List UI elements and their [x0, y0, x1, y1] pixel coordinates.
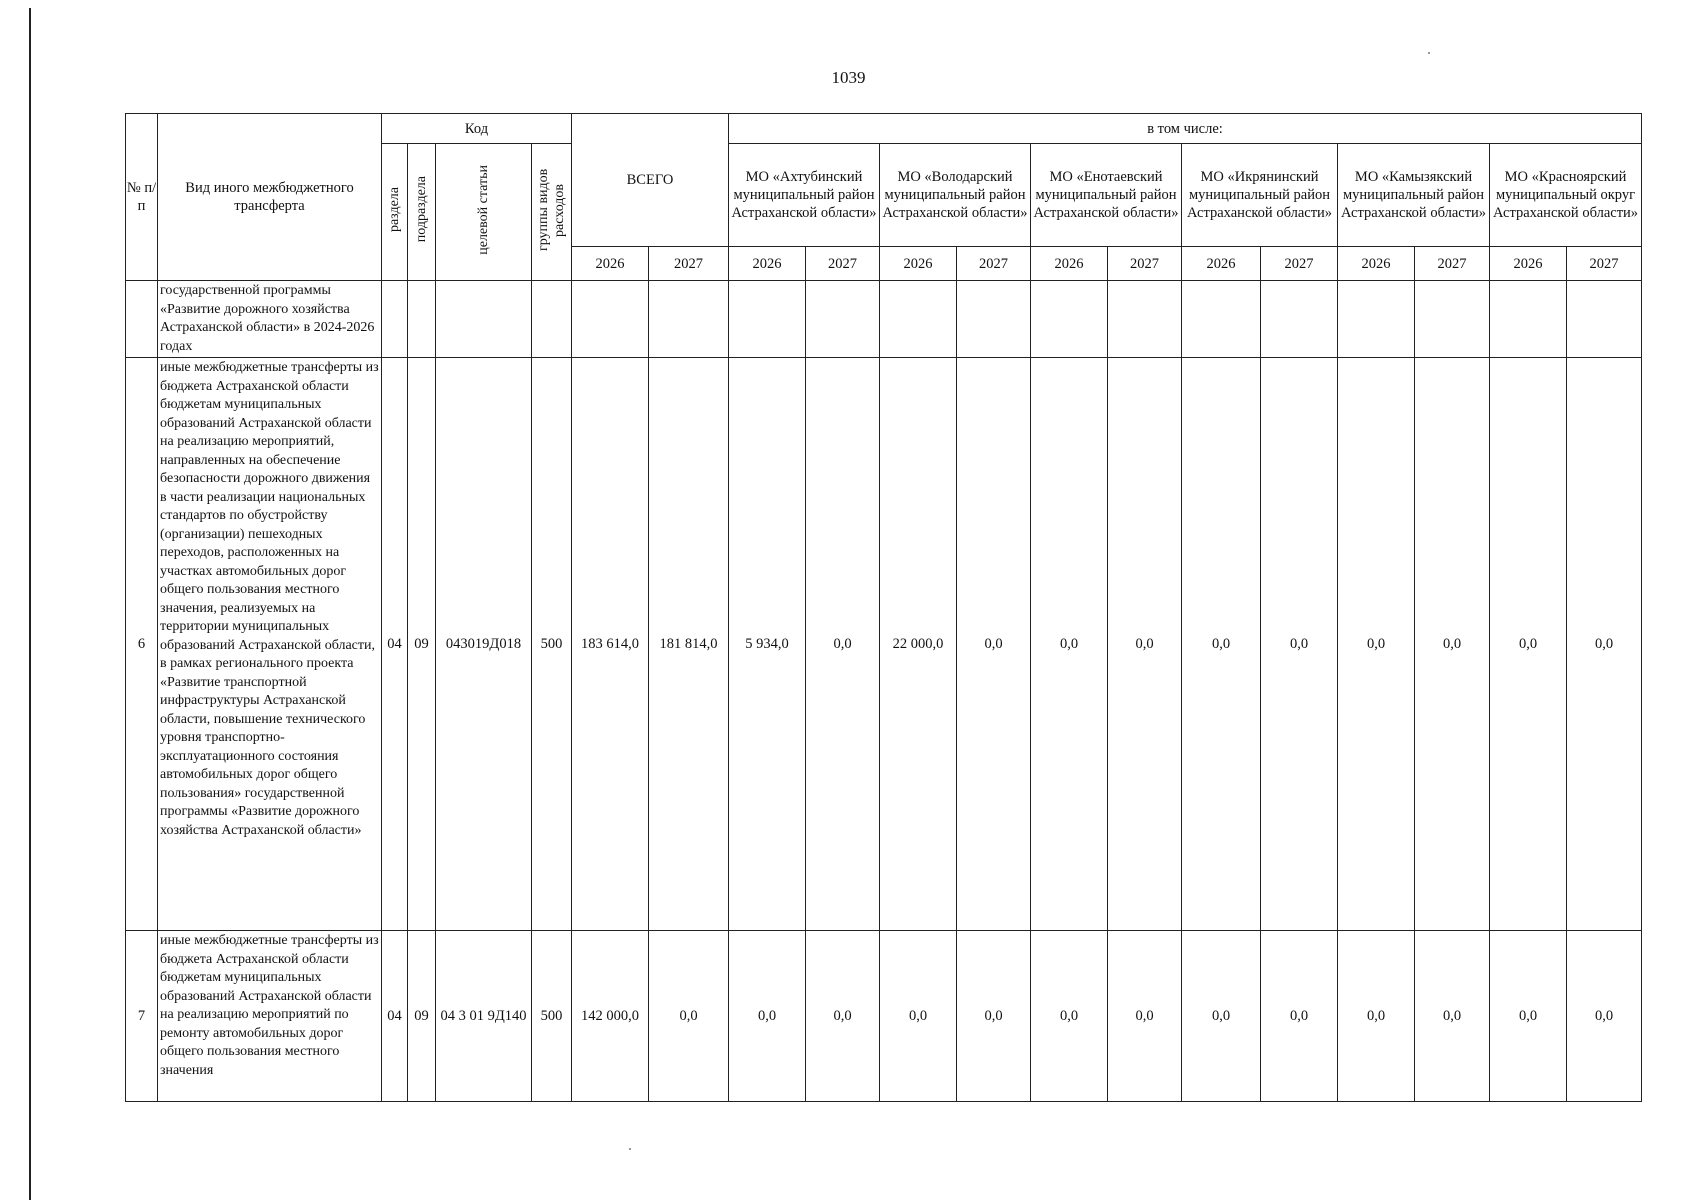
row-podrazdel: 09 — [408, 931, 436, 1102]
row-value: 0,0 — [1182, 931, 1261, 1102]
header-including: в том числе: — [729, 114, 1642, 144]
row-value: 0,0 — [1261, 358, 1338, 931]
header-mo-enotaevsky: МО «Енотаевский муниципальный район Астраханской области» — [1031, 144, 1182, 247]
header-total: ВСЕГО — [572, 114, 729, 247]
row-value: 0,0 — [880, 931, 957, 1102]
row-value: 0,0 — [957, 358, 1031, 931]
row-value: 0,0 — [806, 931, 880, 1102]
header-num: № п/п — [126, 114, 158, 281]
row-value: 0,0 — [1415, 931, 1490, 1102]
header-code: Код — [382, 114, 572, 144]
row-value — [1567, 281, 1642, 358]
table-row — [126, 931, 1642, 1102]
header-mo-volodarsky: МО «Володарский муниципальный район Астраханской области» — [880, 144, 1031, 247]
year-header: 2027 — [649, 247, 729, 281]
row-value — [1490, 281, 1567, 358]
row-transfer-name: государственной программы «Развитие дорожного хозяйства Астраханской области» в 2024-2026 годах — [158, 281, 382, 358]
row-value: 0,0 — [1261, 931, 1338, 1102]
row-value: 0,0 — [1415, 358, 1490, 931]
row-value — [1338, 281, 1415, 358]
row-value — [957, 281, 1031, 358]
header-razdel: раздела — [386, 186, 402, 233]
row-value: 0,0 — [1031, 931, 1108, 1102]
row-podrazdel: 09 — [408, 358, 436, 931]
row-gruppa — [532, 281, 572, 358]
row-value — [1182, 281, 1261, 358]
year-header: 2027 — [1567, 247, 1642, 281]
header-transfer-type: Вид иного межбюджетного трансферта — [158, 114, 382, 281]
year-header: 2027 — [1415, 247, 1490, 281]
year-header: 2026 — [880, 247, 957, 281]
row-value: 5 934,0 — [729, 358, 806, 931]
row-value: 0,0 — [1567, 358, 1642, 931]
row-value: 0,0 — [729, 931, 806, 1102]
header-podrazdel: подраздела — [413, 176, 429, 243]
row-num: 7 — [126, 931, 158, 1102]
row-value: 0,0 — [957, 931, 1031, 1102]
row-value: 0,0 — [649, 931, 729, 1102]
binding-margin-line — [29, 8, 31, 1200]
row-value: 0,0 — [1108, 931, 1182, 1102]
year-header: 2026 — [1182, 247, 1261, 281]
row-transfer-name: иные межбюджетные трансферты из бюджета Астраханской области бюджетам муниципальных образований Астраханской области на реализацию мероприятий, направленных на обеспечение безопасности дорожного движения в части реализации национальных стандартов по обустройству (организации) пешеходных переходов, расположенных на участках автомобильных дорог общего пользования местного значения, реализуемых на территории муниципальных образований Астраханской области, в рамках регионального проекта «Развитие транспортной инфраструктуры Астраханской области, повышение технического уровня транспортно-эксплуатационного состояния автомобильных дорог общего пользования» государственной программы «Развитие дорожного хозяйства Астраханской области» — [158, 358, 382, 931]
row-value: 0,0 — [806, 358, 880, 931]
table-row — [126, 281, 1642, 358]
header-gruppy: группы видов расходов — [535, 168, 567, 251]
row-razdel: 04 — [382, 931, 408, 1102]
row-value: 0,0 — [1182, 358, 1261, 931]
header-mo-kamyzyaksky: МО «Камызякский муниципальный район Астраханской области» — [1338, 144, 1490, 247]
row-value: 0,0 — [1338, 931, 1415, 1102]
table-row — [126, 358, 1642, 931]
row-value: 0,0 — [1338, 358, 1415, 931]
row-celevaya: 04 3 01 9Д140 — [436, 931, 532, 1102]
row-value: 181 814,0 — [649, 358, 729, 931]
year-header: 2027 — [1108, 247, 1182, 281]
row-podrazdel — [408, 281, 436, 358]
header-celevaya-cell — [436, 144, 532, 281]
budget-transfer-table — [125, 113, 1642, 1102]
row-value: 142 000,0 — [572, 931, 649, 1102]
row-value: 0,0 — [1567, 931, 1642, 1102]
header-row-1 — [126, 114, 1642, 144]
year-header: 2027 — [1261, 247, 1338, 281]
row-num — [126, 281, 158, 358]
row-value: 22 000,0 — [880, 358, 957, 931]
row-value — [572, 281, 649, 358]
row-gruppa: 500 — [532, 931, 572, 1102]
page-number: 1039 — [831, 68, 866, 87]
year-header: 2027 — [806, 247, 880, 281]
scan-speck — [1428, 52, 1430, 54]
year-header: 2026 — [729, 247, 806, 281]
year-header: 2026 — [1490, 247, 1567, 281]
year-header: 2026 — [1338, 247, 1415, 281]
header-mo-krasnoyarsky: МО «Красноярский муниципальный округ Астраханской области» — [1490, 144, 1642, 247]
header-razdel-cell — [382, 144, 408, 281]
row-value — [806, 281, 880, 358]
row-num: 6 — [126, 358, 158, 931]
row-value: 0,0 — [1490, 931, 1567, 1102]
scan-speck — [629, 1148, 631, 1150]
header-podrazdel-cell — [408, 144, 436, 281]
row-value — [1108, 281, 1182, 358]
header-mo-ikryaninsky: МО «Икрянинский муниципальный район Астраханской области» — [1182, 144, 1338, 247]
row-value — [649, 281, 729, 358]
row-razdel — [382, 281, 408, 358]
row-value — [880, 281, 957, 358]
row-value: 183 614,0 — [572, 358, 649, 931]
year-header: 2026 — [1031, 247, 1108, 281]
row-value: 0,0 — [1031, 358, 1108, 931]
row-value — [1031, 281, 1108, 358]
header-mo-akhtubinsky: МО «Ахтубинский муниципальный район Астраханской области» — [729, 144, 880, 247]
year-header: 2027 — [957, 247, 1031, 281]
row-value — [1415, 281, 1490, 358]
row-value: 0,0 — [1490, 358, 1567, 931]
header-gruppy-cell — [532, 144, 572, 281]
row-gruppa: 500 — [532, 358, 572, 931]
row-razdel: 04 — [382, 358, 408, 931]
row-celevaya — [436, 281, 532, 358]
row-value — [1261, 281, 1338, 358]
row-celevaya: 043019Д018 — [436, 358, 532, 931]
row-value: 0,0 — [1108, 358, 1182, 931]
row-value — [729, 281, 806, 358]
row-transfer-name: иные межбюджетные трансферты из бюджета Астраханской области бюджетам муниципальных образований Астраханской области на реализацию мероприятий по ремонту автомобильных дорог общего пользования местного значения — [158, 931, 382, 1102]
year-header: 2026 — [572, 247, 649, 281]
header-celevaya: целевой статьи — [475, 164, 491, 255]
